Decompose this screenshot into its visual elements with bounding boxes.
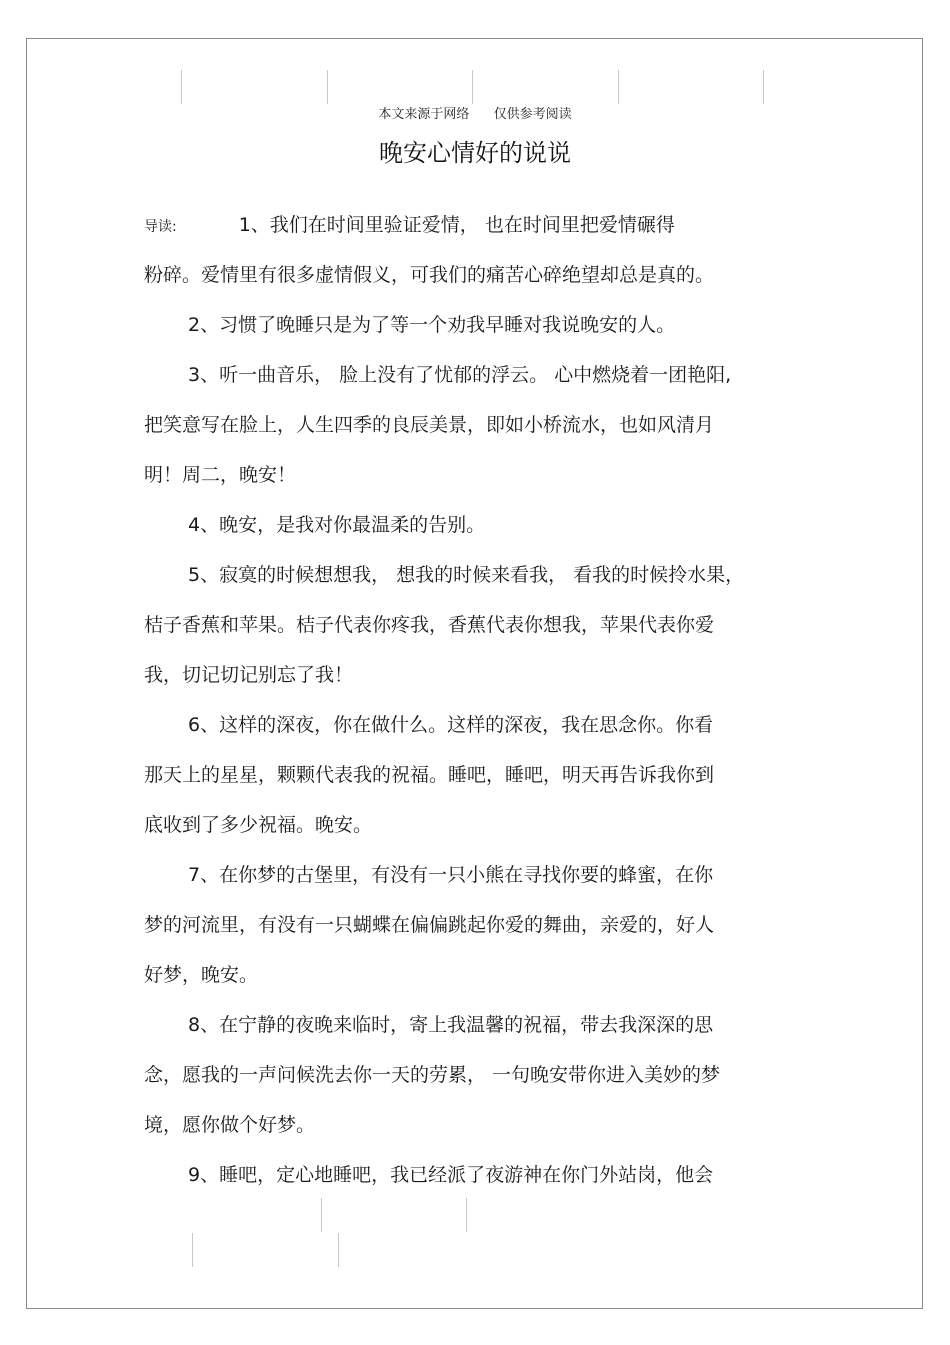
- document-title: 晚安心情好的说说: [379, 139, 571, 167]
- body-line: 梦的河流里，有没有一只蝴蝶在偏偏跳起你爱的舞曲，亲爱的，好人: [144, 914, 715, 936]
- lead-label: 导读:: [144, 219, 177, 235]
- scan-tick-mark: [321, 1198, 322, 1232]
- body-line: 好梦，晚安。: [144, 964, 259, 986]
- scan-tick-mark: [466, 1198, 467, 1232]
- body-line: 9、睡吧，定心地睡吧，我已经派了夜游神在你门外站岗，他会: [188, 1164, 714, 1186]
- document-body: [144, 200, 804, 1200]
- body-line-text: 1、我们在时间里验证爱情， 也在时间里把爱情碾得: [238, 214, 675, 236]
- body-line: 桔子香蕉和苹果。桔子代表你疼我，香蕉代表你想我，苹果代表你爱: [144, 614, 715, 636]
- body-line: 那天上的星星，颗颗代表我的祝福。睡吧，睡吧，明天再告诉我你到: [144, 764, 715, 786]
- scan-tick-mark: [763, 70, 764, 104]
- body-line: 5、寂寞的时候想想我， 想我的时候来看我， 看我的时候拎水果，: [188, 564, 745, 586]
- source-note-origin: 本文来源于网络: [378, 107, 470, 122]
- body-line: 粉碎。爱情里有很多虚情假义，可我们的痛苦心碎绝望却总是真的。: [144, 264, 715, 286]
- body-line: 3、听一曲音乐， 脸上没有了忧郁的浮云。 心中燃烧着一团艳阳,: [188, 364, 732, 386]
- body-line: 念，愿我的一声问候洗去你一天的劳累， 一句晚安带你进入美妙的梦: [144, 1064, 721, 1086]
- scan-tick-mark: [472, 70, 473, 104]
- scan-tick-mark: [338, 1233, 339, 1267]
- body-line: 6、这样的深夜，你在做什么。这样的深夜，我在思念你。你看: [188, 714, 714, 736]
- body-line: 4、晚安，是我对你最温柔的告别。: [188, 514, 486, 536]
- body-line: [72, 200, 804, 250]
- source-note-disclaimer: 仅供参考阅读: [493, 107, 572, 122]
- scan-tick-mark: [181, 70, 182, 104]
- body-line: 底收到了多少祝福。晚安。: [144, 814, 373, 836]
- scan-tick-mark: [192, 1233, 193, 1267]
- scan-tick-mark: [327, 70, 328, 104]
- body-line: 2、习惯了晚睡只是为了等一个劝我早睡对我说晚安的人。: [188, 314, 676, 336]
- scan-tick-mark: [618, 70, 619, 104]
- body-line: 境，愿你做个好梦。: [144, 1114, 316, 1136]
- body-line: 把笑意写在脸上，人生四季的良辰美景，即如小桥流水，也如风清月: [144, 414, 715, 436]
- body-line: 我，切记切记别忘了我！: [144, 664, 354, 686]
- body-line: 明！周二，晚安！: [144, 464, 297, 486]
- body-line: 8、在宁静的夜晚来临时，寄上我温馨的祝福，带去我深深的思: [188, 1014, 714, 1036]
- body-line: 7、在你梦的古堡里，有没有一只小熊在寻找你要的蜂蜜，在你: [188, 864, 714, 886]
- source-note: [0, 103, 950, 122]
